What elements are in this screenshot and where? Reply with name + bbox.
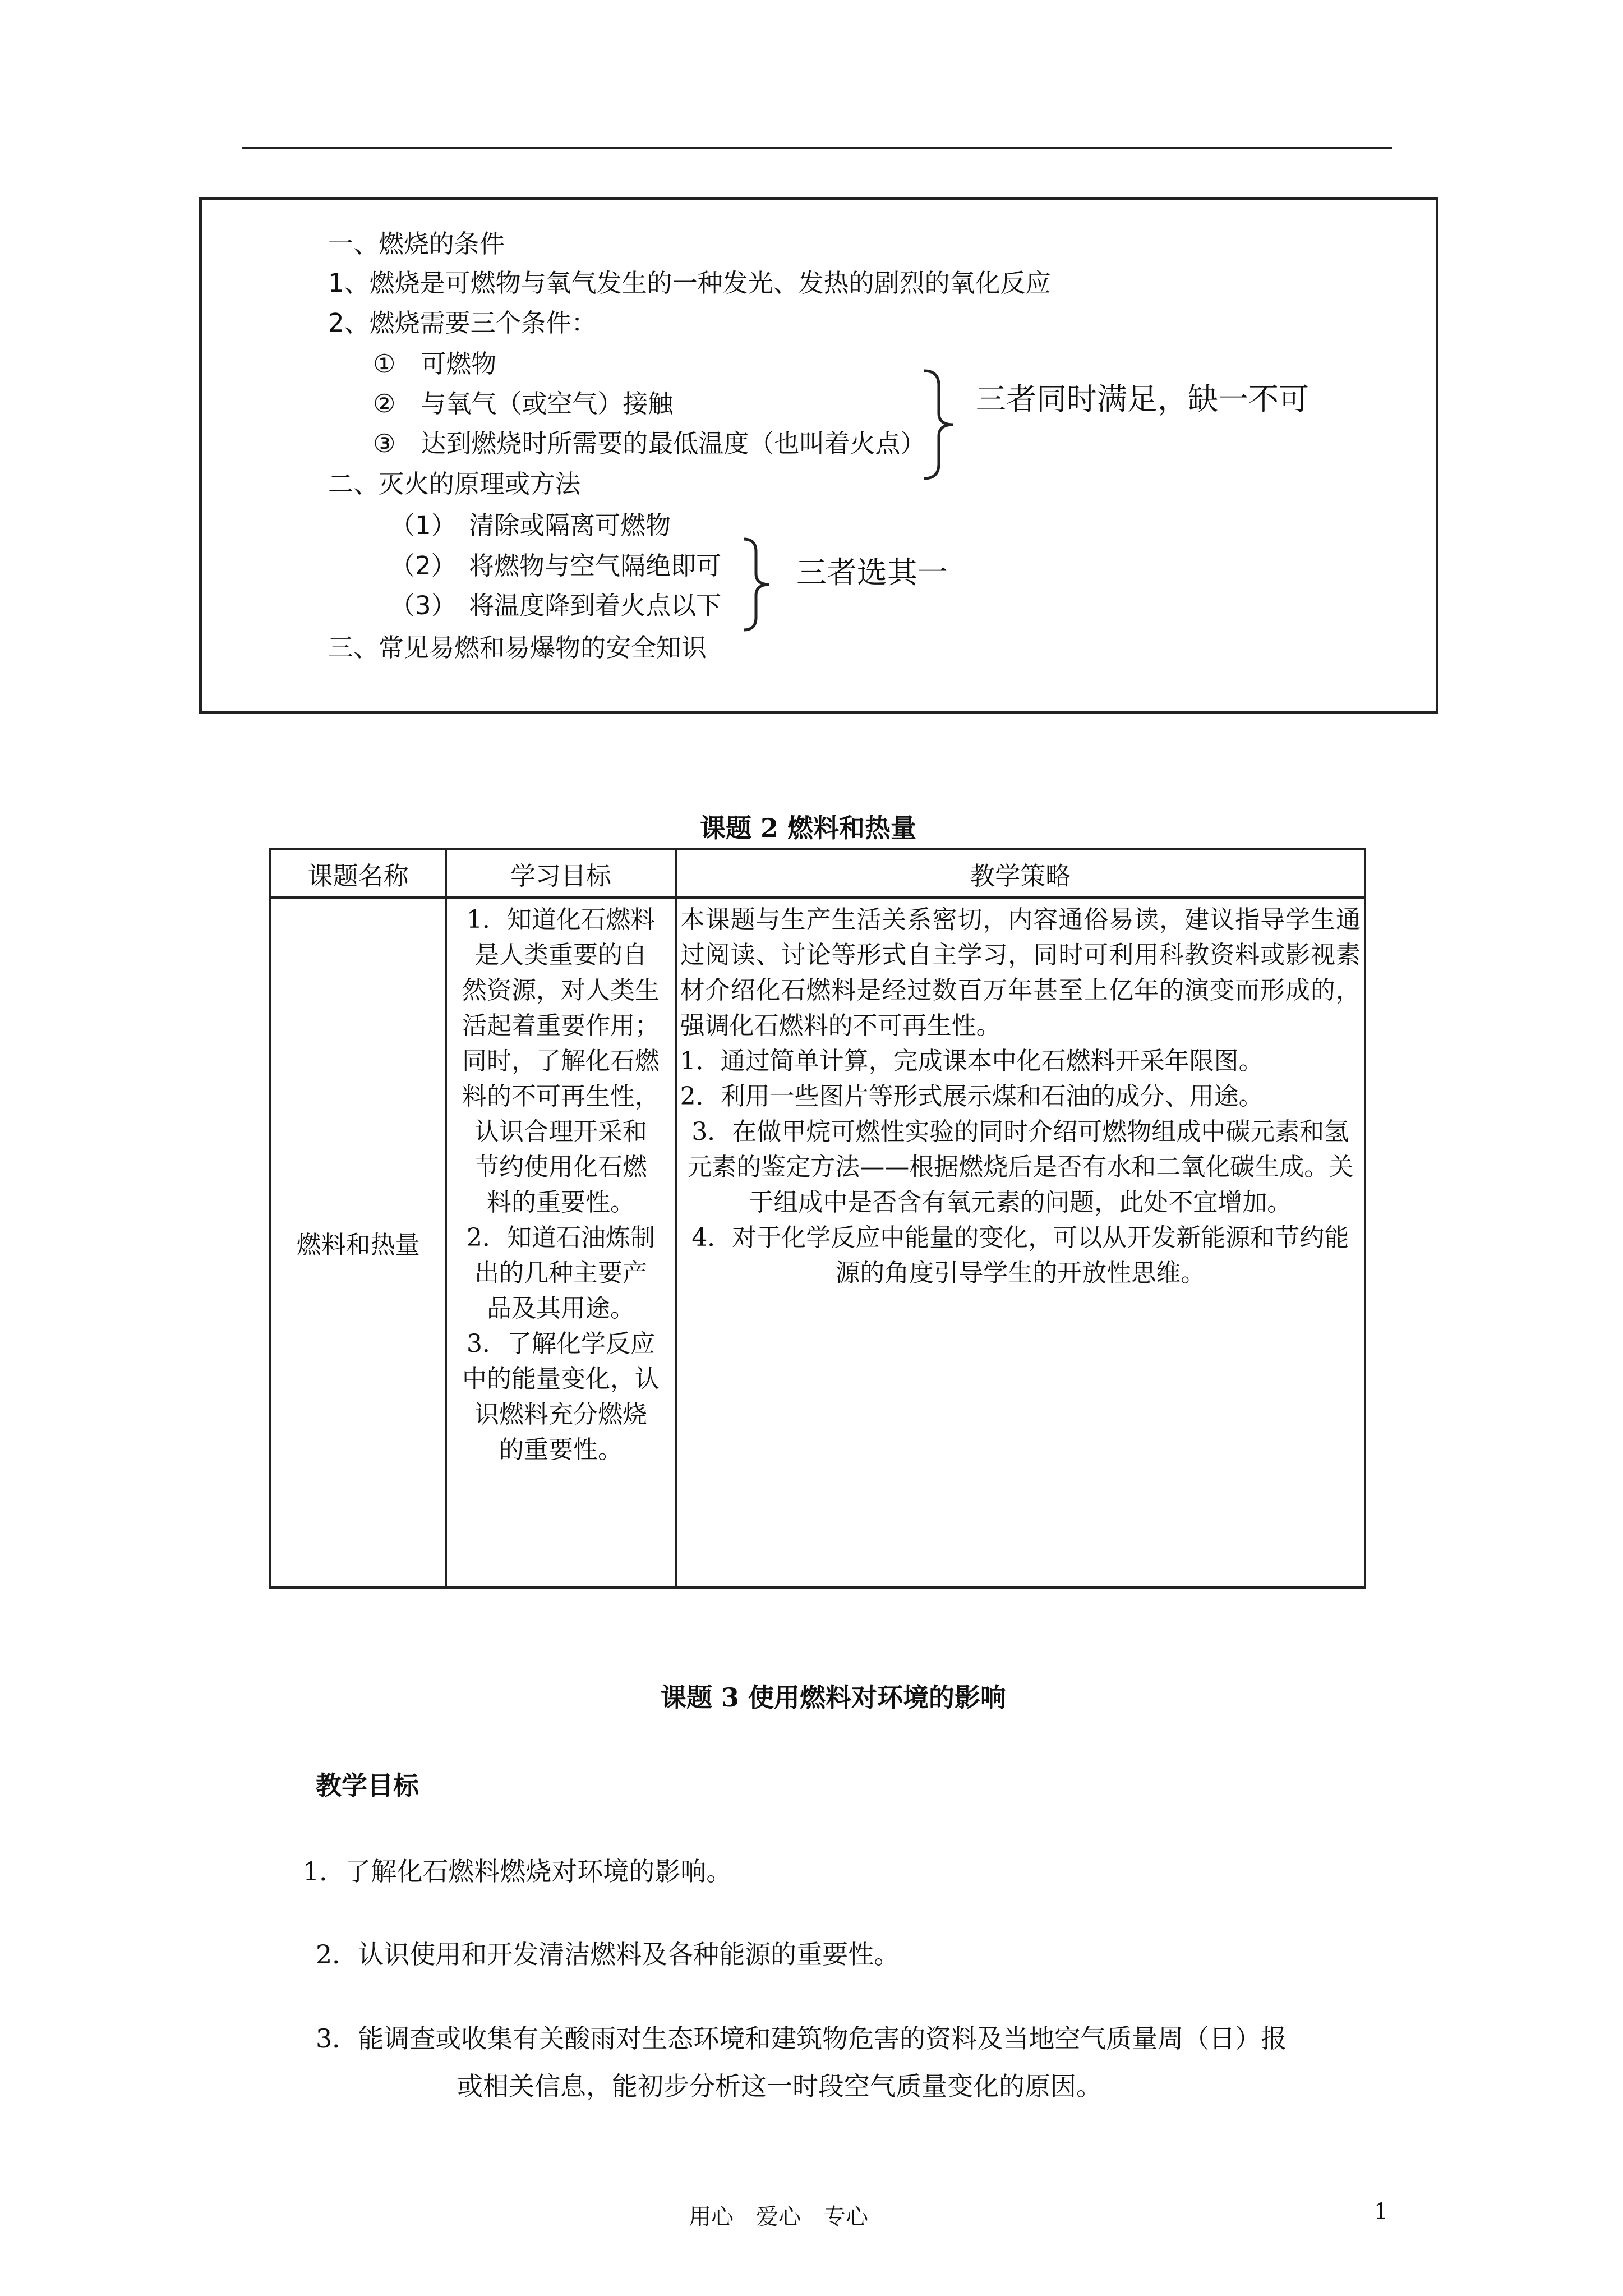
summary-line: （1） 清除或隔离可燃物 <box>390 510 671 540</box>
goal-item: 1．了解化石燃料燃烧对环境的影响。 <box>303 1856 732 1887</box>
page-number: 1 <box>1374 2199 1389 2225</box>
strategy-cell <box>676 898 1365 1588</box>
goal-line: 是人类重要的自 <box>474 941 647 969</box>
goal-line: 同时，了解化石燃 <box>462 1047 660 1075</box>
lesson2-table <box>269 848 1366 1589</box>
goal-item-continued: 或相关信息，能初步分析这一时段空气质量变化的原因。 <box>457 2071 1102 2101</box>
lesson3-title: 课题 3 使用燃料对环境的影响 <box>661 1682 1007 1713</box>
summary-line: 1、燃烧是可燃物与氧气发生的一种发光、发热的剧烈的氧化反应 <box>328 268 1051 298</box>
strategy-paragraph: 2．利用一些图片等形式展示煤和石油的成分、用途。 <box>680 1082 1264 1111</box>
goal-line: 1．知道化石燃料 <box>467 905 655 934</box>
teaching-goals-heading: 教学目标 <box>316 1770 419 1801</box>
summary-line: 二、灭火的原理或方法 <box>328 469 581 499</box>
goal-item: 3．能调查或收集有关酸雨对生态环境和建筑物危害的资料及当地空气质量周（日）报 <box>316 2023 1287 2054</box>
goal-line: 2．知道石油炼制 <box>467 1223 655 1252</box>
right-brace-icon <box>740 537 780 632</box>
goal-line: 出的几种主要产 <box>474 1259 647 1287</box>
goal-line: 的重要性。 <box>499 1435 623 1464</box>
goal-line: 节约使用化石燃 <box>474 1153 647 1181</box>
goal-item: 2．认识使用和开发清洁燃料及各种能源的重要性。 <box>316 1939 900 1970</box>
right-brace-icon <box>920 369 965 481</box>
bracket-note-1: 三者同时满足，缺一不可 <box>976 381 1309 417</box>
strategy-paragraph: 1．通过简单计算，完成课本中化石燃料开采年限图。 <box>680 1047 1264 1075</box>
summary-line: 三、常见易燃和易爆物的安全知识 <box>328 633 707 662</box>
summary-box <box>199 197 1438 714</box>
goal-line: 料的不可再生性， <box>462 1082 660 1111</box>
goal-line: 品及其用途。 <box>487 1294 635 1323</box>
goal-line: 料的重要性。 <box>487 1188 635 1217</box>
summary-line: ③ 达到燃烧时所需要的最低温度（也叫着火点） <box>373 429 926 458</box>
goal-line: 中的能量变化，认 <box>462 1365 660 1393</box>
bracket-note-2: 三者选其一 <box>796 555 948 590</box>
table-header-cell: 课题名称 <box>270 849 446 898</box>
goal-line: 然资源，对人类生 <box>462 976 660 1005</box>
header-rule <box>242 147 1392 149</box>
table-row <box>270 898 1365 1588</box>
goal-line: 活起着重要作用； <box>462 1011 660 1040</box>
summary-line: ② 与氧气（或空气）接触 <box>373 389 674 418</box>
table-header-row <box>270 849 1365 898</box>
summary-line: 一、燃烧的条件 <box>328 229 505 259</box>
summary-line: （3） 将温度降到着火点以下 <box>390 591 722 620</box>
summary-line: ① 可燃物 <box>373 349 497 379</box>
strategy-paragraph: 本课题与生产生活关系密切，内容通俗易读，建议指导学生通过阅读、讨论等形式自主学习，同时可利用科教资料或影视素材介绍化石燃料是经过数百万年甚至上亿年的演变而形成的，强调化石燃料的不可再生性。 <box>680 905 1361 1040</box>
goal-line: 认识合理开采和 <box>474 1117 647 1146</box>
goals-cell <box>446 898 675 1588</box>
summary-line: （2） 将燃物与空气隔绝即可 <box>390 551 722 581</box>
lesson-name-cell: 燃料和热量 <box>270 898 446 1588</box>
summary-line: 2、燃烧需要三个条件： <box>328 308 597 338</box>
table-header-cell: 学习目标 <box>446 849 675 898</box>
lesson2-title: 课题 2 燃料和热量 <box>700 813 917 843</box>
goal-line: 识燃料充分燃烧 <box>474 1400 647 1429</box>
goal-line: 3．了解化学反应 <box>467 1329 655 1358</box>
strategy-paragraph: 3．在做甲烷可燃性实验的同时介绍可燃物组成中碳元素和氢元素的鉴定方法——根据燃烧后是否有水和二氧化碳生成。关于组成中是否含有氧元素的问题，此处不宜增加。 <box>687 1117 1354 1217</box>
table-header-cell: 教学策略 <box>676 849 1365 898</box>
strategy-paragraph: 4．对于化学反应中能量的变化，可以从开发新能源和节约能源的角度引导学生的开放性思维。 <box>691 1223 1349 1287</box>
footer-motto: 用心 爱心 专心 <box>689 2204 868 2230</box>
